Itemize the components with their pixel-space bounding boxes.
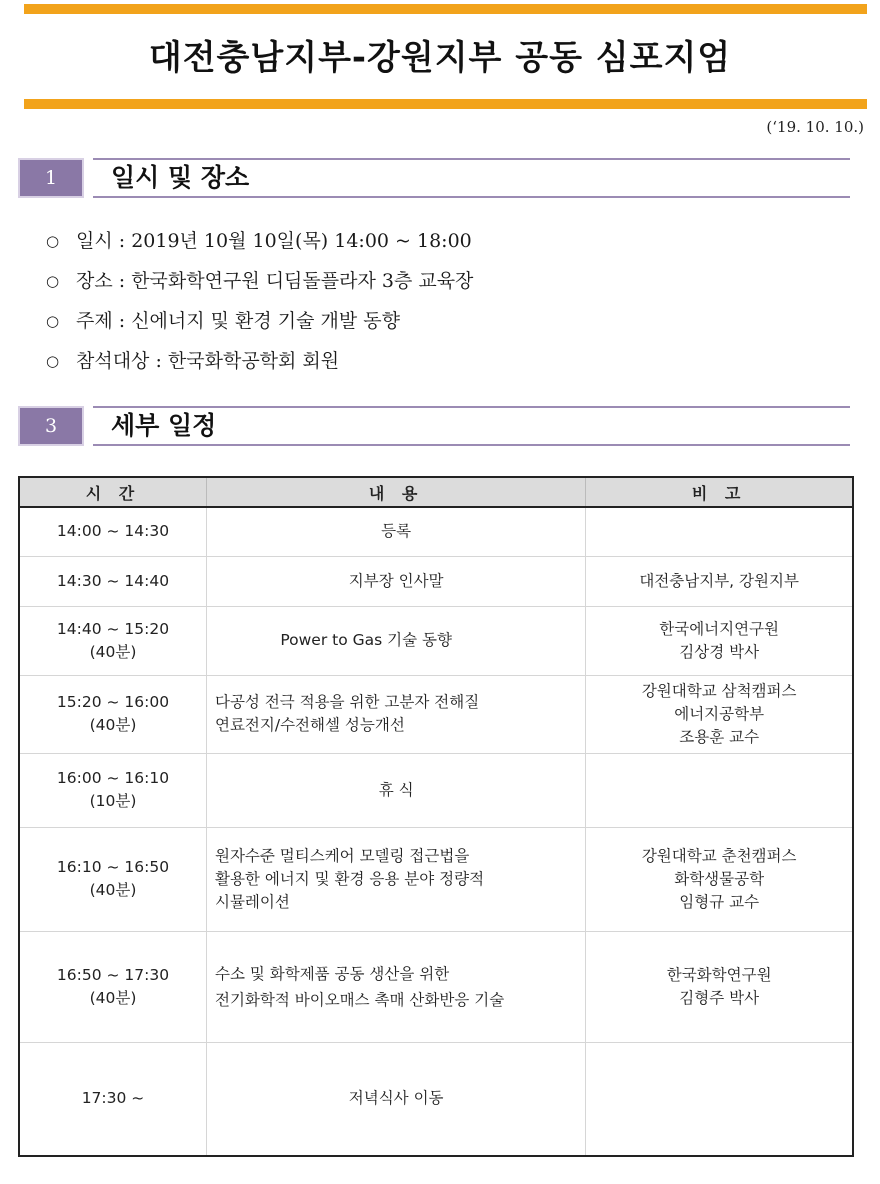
info-datetime: 일시 : 2019년 10월 10일(목) 14:00 ~ 18:00 [76,230,472,252]
section-title-schedule-place: 일시 및 장소 [111,163,250,192]
note-cell: 대전충남지부, 강원지부 [586,556,853,606]
table-row [19,1042,853,1156]
time-cell: 17:30 ~ [19,1042,206,1156]
note-cell: 한국에너지연구원 김상경 박사 [586,606,853,675]
info-location: 장소 : 한국화학연구원 디딤돌플라자 3층 교육장 [76,270,474,292]
column-header-note: 비 고 [586,477,853,507]
column-header-content: 내 용 [206,477,585,507]
note-cell [586,507,853,556]
list-item [46,261,473,301]
table-row [19,556,853,606]
time-cell: 14:40 ~ 15:20 (40분) [19,606,206,675]
table-row [19,827,853,931]
title-underline-bar [24,99,867,109]
note-cell: 강원대학교 춘천캠퍼스 화학생물공학 임형규 교수 [586,827,853,931]
section-number-3: 3 [18,406,84,446]
note-cell [586,1042,853,1156]
schedule-table [18,476,854,1157]
event-info-list [46,221,473,381]
info-topic: 주제 : 신에너지 및 환경 기술 개발 동향 [76,310,400,332]
time-cell: 14:00 ~ 14:30 [19,507,206,556]
time-cell: 15:20 ~ 16:00 (40분) [19,675,206,753]
table-row [19,507,853,556]
circle-bullet-icon: ○ [46,312,60,330]
time-cell: 14:30 ~ 14:40 [19,556,206,606]
top-accent-bar [24,4,867,14]
time-cell: 16:50 ~ 17:30 (40분) [19,931,206,1042]
table-row [19,675,853,753]
page-title: 대전충남지부-강원지부 공동 심포지엄 [148,38,732,78]
content-cell: 저녁식사 이동 [206,1042,585,1156]
list-item [46,221,473,261]
time-cell: 16:00 ~ 16:10 (10분) [19,753,206,827]
content-cell: 지부장 인사말 [206,556,585,606]
content-cell: 수소 및 화학제품 공동 생산을 위한 전기화학적 바이오매스 촉매 산화반응 기술 [206,931,585,1042]
table-row [19,931,853,1042]
content-cell: 원자수준 멀티스케어 모델링 접근법을 활용한 에너지 및 환경 응용 분야 정량적 시뮬레이션 [206,827,585,931]
info-audience: 참석대상 : 한국화학공학회 회원 [76,350,340,372]
note-cell: 강원대학교 삼척캠퍼스 에너지공학부 조용훈 교수 [586,675,853,753]
table-header-row [19,477,853,507]
document-date: (‘19. 10. 10.) [766,118,864,136]
content-cell: 다공성 전극 적용을 위한 고분자 전해질 연료전지/수전해셀 성능개선 [206,675,585,753]
list-item [46,301,473,341]
list-item [46,341,473,381]
section-number-1: 1 [18,158,84,198]
note-cell [586,753,853,827]
table-row [19,606,853,675]
table-row [19,753,853,827]
content-cell: 휴 식 [206,753,585,827]
circle-bullet-icon: ○ [46,352,60,370]
section-title-detailed-schedule: 세부 일정 [111,411,217,440]
content-cell: 등록 [206,507,585,556]
content-cell: Power to Gas 기술 동향 [206,606,585,675]
circle-bullet-icon: ○ [46,232,60,250]
circle-bullet-icon: ○ [46,272,60,290]
column-header-time: 시 간 [19,477,206,507]
time-cell: 16:10 ~ 16:50 (40분) [19,827,206,931]
note-cell: 한국화학연구원 김형주 박사 [586,931,853,1042]
